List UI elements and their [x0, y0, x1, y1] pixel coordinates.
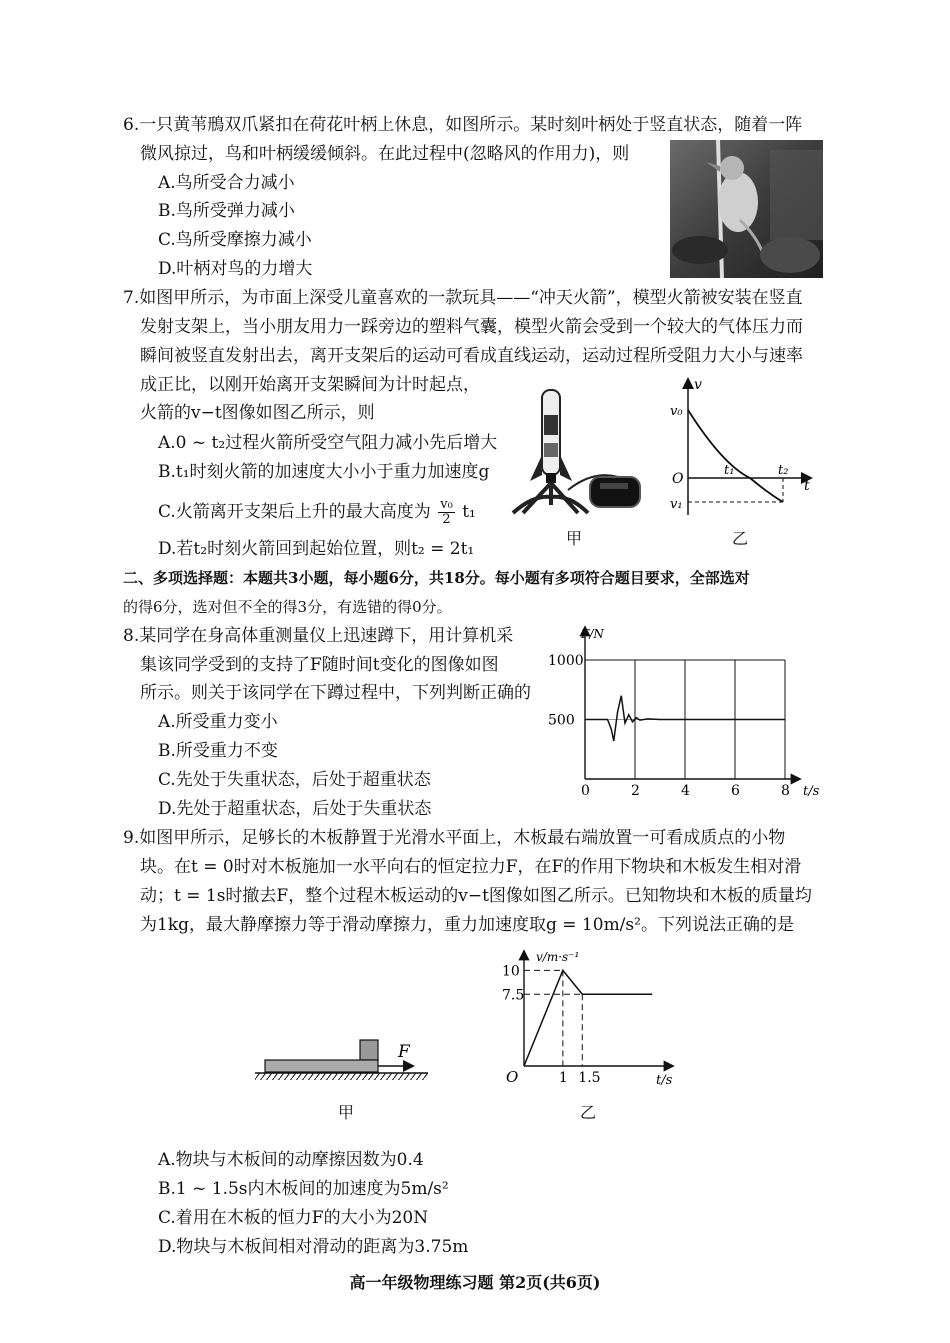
q9-stem-line-3: 动；t = 1s时撤去F，整个过程木板运动的v−t图像如图乙所示。已知物块和木板的质量均: [140, 886, 812, 906]
x-tick-label: 2: [631, 783, 640, 799]
y-axis-label: v/m·s⁻¹: [536, 950, 580, 964]
x-tick-label: 6: [731, 783, 740, 799]
q7-stem-line-2: 发射支架上，当小朋友用力一踩旁边的塑料气囊，模型火箭会受到一个较大的气体压力而: [140, 317, 803, 337]
q9-option-d: D.物块与木板间相对滑动的距离为3.75m: [158, 1237, 469, 1257]
q9-stem-line-1: 9.如图甲所示，足够长的木板静置于光滑水平面上，木板最右端放置一可看成质点的小物: [123, 828, 786, 848]
q6-option-a: A.鸟所受合力减小: [158, 173, 295, 193]
q9-stem-line-2: 块。在t = 0时对木板施加一水平向右的恒定拉力F，在F的作用下物块和木板发生相对滑: [140, 857, 802, 877]
q9-figure-yi-caption: 乙: [580, 1103, 597, 1122]
q6-option-b: B.鸟所受弹力减小: [158, 201, 295, 221]
bird-photo: [670, 140, 823, 278]
fraction-numerator: v₀: [440, 497, 453, 512]
y-tick-label: 500: [548, 712, 575, 729]
board-velocity-line: [524, 970, 652, 1066]
q6-stem-line-2: 微风掠过，鸟和叶柄缓缓倾斜。在此过程中(忽略风的作用力)，则: [140, 144, 630, 164]
q7-option-b: B.t₁时刻火箭的加速度大小小于重力加速度g: [158, 462, 490, 482]
q7-graph-v-label: v: [694, 377, 702, 393]
q9-option-a: A.物块与木板间的动摩擦因数为0.4: [158, 1150, 424, 1170]
y-tick-label: 1000: [548, 653, 584, 669]
q8-stem-line-2: 集该同学受到的支持了F随时间t变化的图像如图: [140, 655, 499, 675]
q7-option-d: D.若t₂时刻火箭回到起始位置，则t₂ = 2t₁: [158, 539, 475, 559]
q8-force-time-chart: [545, 622, 820, 799]
y-axis-label: F/N: [581, 627, 604, 641]
q7-stem-line-1: 7.如图甲所示，为市面上深受儿童喜欢的一款玩具——“冲天火箭”，模型火箭被安装在竖直: [123, 288, 803, 308]
q7-option-c: [158, 498, 476, 527]
q8-option-c: C.先处于失重状态，后处于超重状态: [158, 770, 431, 790]
q7-option-c-text: C.火箭离开支架后上升的最大高度为: [158, 502, 431, 522]
q7-vt-graph: [668, 375, 818, 520]
q6-stem-line-1: 6.一只黄苇鳽双爪紧扣在荷花叶柄上休息，如图所示。某时刻叶柄处于竖直状态，随着一阵: [123, 115, 803, 135]
q9-figure-jia-caption: 甲: [338, 1103, 355, 1122]
q6-option-c: C.鸟所受摩擦力减小: [158, 230, 312, 250]
q9-stem-line-4: 为1kg，最大静摩擦力等于滑动摩擦力，重力加速度取g = 10m/s²。下列说法正确的是: [140, 915, 794, 935]
q7-option-c-tail: t₁: [462, 502, 476, 522]
x-tick-label: 0: [581, 783, 590, 799]
section2-heading-line-1: 二、多项选择题：本题共3小题，每小题6分，共18分。每小题有多项符合题目要求，全部选对: [123, 569, 750, 587]
y-tick-label: 10: [502, 963, 520, 980]
x-tick-label: 1.5: [578, 1070, 601, 1086]
x-axis-label: t/s: [656, 1073, 673, 1088]
q7-graph-origin-label: O: [672, 471, 684, 487]
q8-option-a: A.所受重力变小: [158, 712, 278, 732]
q7-graph-v1-label: v₁: [670, 497, 683, 512]
q7-option-c-fraction: [438, 498, 455, 527]
x-tick-label: 1: [558, 1070, 568, 1086]
q9-option-b: B.1 ~ 1.5s内木板间的加速度为5m/s²: [158, 1179, 449, 1199]
page-footer: 高一年级物理练习题 第2页(共6页): [349, 1273, 601, 1292]
q8-option-d: D.先处于超重状态，后处于失重状态: [158, 799, 432, 819]
q8-stem-line-3: 所示。则关于该同学在下蹲过程中，下列判断正确的: [140, 683, 531, 703]
board-block-figure: [250, 1030, 435, 1085]
force-f-label: F: [398, 1042, 410, 1062]
q9-vt-chart: [500, 948, 680, 1088]
y-tick-label: 7.5: [502, 987, 525, 1004]
fraction-denominator: 2: [442, 512, 451, 527]
q8-stem-line-1: 8.某同学在身高体重测量仪上迅速蹲下，用计算机采: [123, 626, 514, 646]
q7-graph-t2-label: t₂: [778, 463, 789, 478]
x-tick-label: 8: [781, 783, 790, 799]
q7-stem-line-4: 成正比，以刚开始离开支架瞬间为计时起点，: [140, 375, 480, 395]
q7-graph-t1-label: t₁: [724, 463, 735, 478]
section2-heading-line-2: 的得6分，选对但不全的得3分，有选错的得0分。: [123, 598, 452, 616]
q9-option-c: C.着用在木板的恒力F的大小为20N: [158, 1208, 429, 1228]
rocket-toy-figure: [508, 385, 648, 520]
q7-graph-v0-label: v₀: [670, 404, 683, 419]
origin-label: O: [506, 1068, 519, 1086]
q7-figure-yi-caption: 乙: [732, 529, 749, 548]
q7-stem-line-5: 火箭的v−t图像如图乙所示，则: [140, 403, 375, 423]
q7-graph-t-label: t: [804, 478, 810, 494]
q7-stem-line-3: 瞬间被竖直发射出去，离开支架后的运动可看成直线运动，运动过程所受阻力大小与速率: [140, 346, 803, 366]
x-axis-label: t/s: [803, 784, 820, 799]
q7-option-a: A.0 ~ t₂过程火箭所受空气阻力减小先后增大: [158, 433, 498, 453]
x-tick-label: 4: [681, 783, 690, 799]
q8-option-b: B.所受重力不变: [158, 741, 278, 761]
q7-figure-jia-caption: 甲: [566, 529, 583, 548]
q6-option-d: D.叶柄对鸟的力增大: [158, 259, 313, 279]
